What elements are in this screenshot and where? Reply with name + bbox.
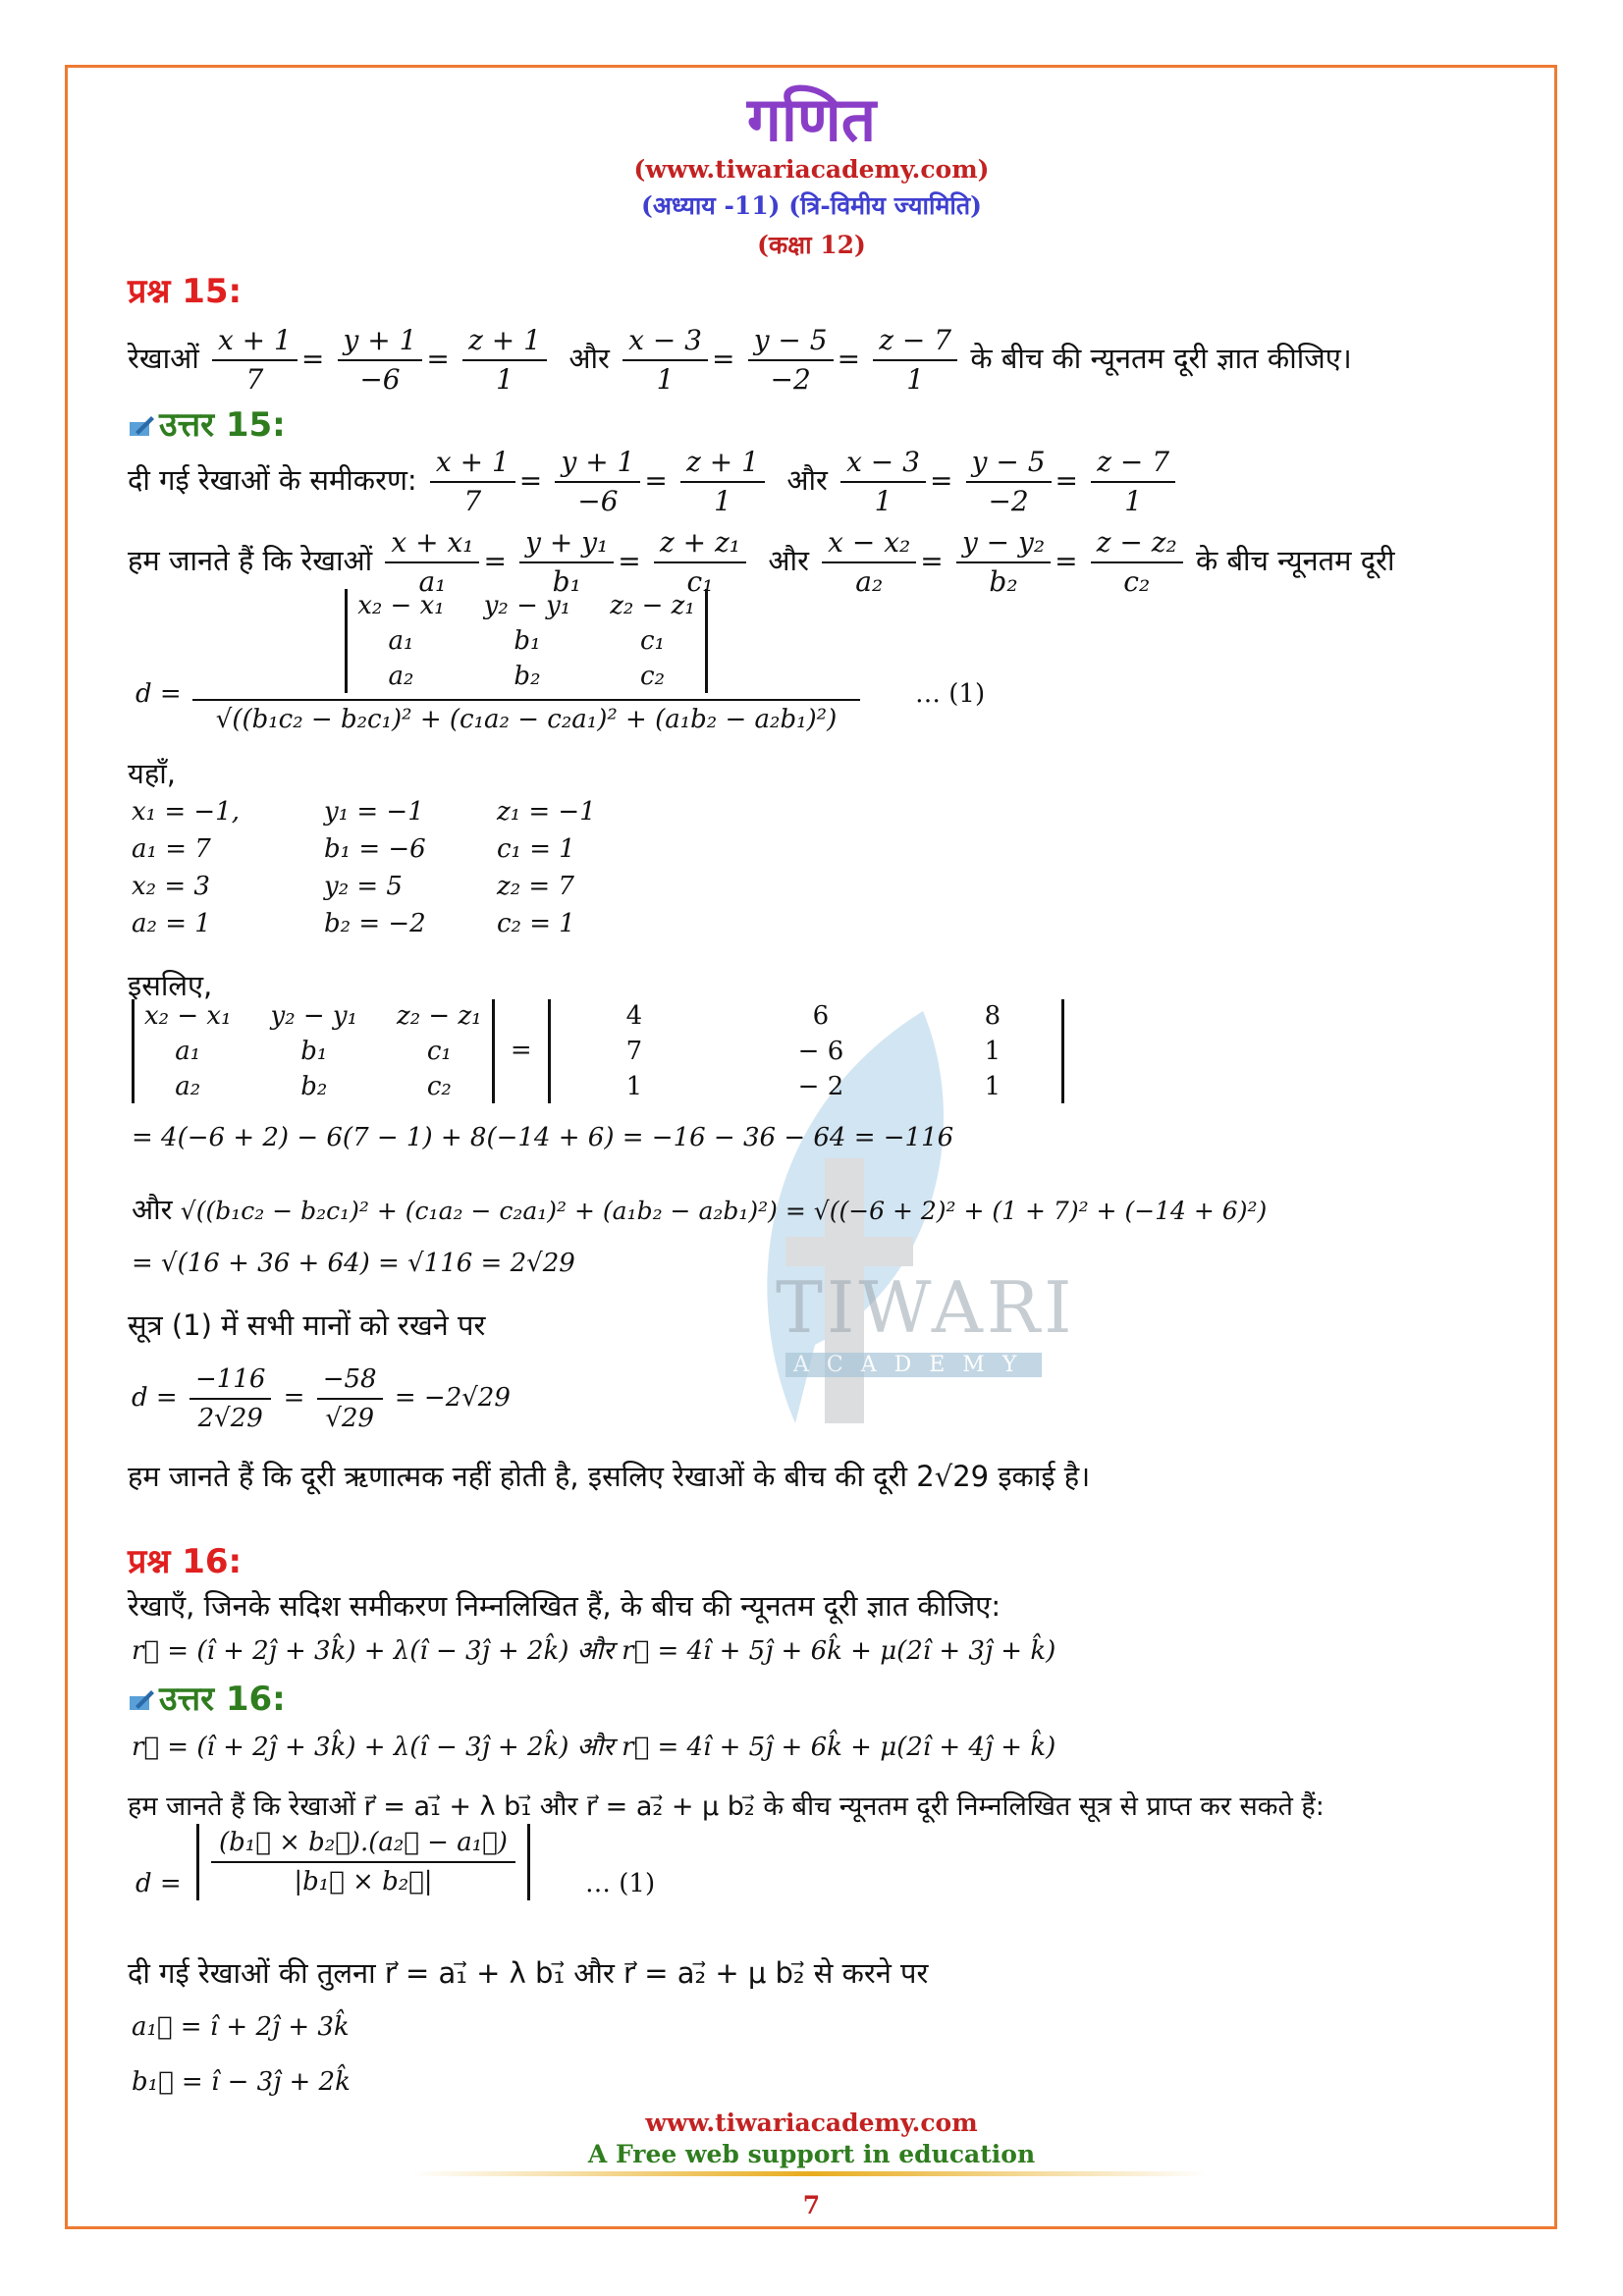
a15-values-table bbox=[132, 797, 654, 938]
q15-fraction-6: $\frac{z - 7}{1}$ bbox=[873, 322, 957, 399]
q15-fraction-3: $\frac{z + 1}{1}$ bbox=[462, 322, 547, 399]
a15-value-cell: a₁ = 7 bbox=[132, 834, 211, 864]
a15-fraction-1: $\frac{x + 1}{7}$ bbox=[430, 444, 515, 520]
watermark-text-bottom: ACADEMY bbox=[785, 1353, 1042, 1377]
a15-value-cell: c₂ = 1 bbox=[497, 909, 575, 938]
book-pen-icon bbox=[128, 414, 155, 440]
a16-equation: r⃗ = (î + 2ĵ + 3k̂) + λ(î − 3ĵ + 2k̂) और r⃗ = 4î + 5ĵ + 6k̂ + μ(2î + 4ĵ + k̂) bbox=[132, 1733, 1056, 1762]
a16-d-label: d = bbox=[135, 1869, 182, 1898]
a16-b1: b₁⃗ = î − 3ĵ + 2k̂ bbox=[132, 2067, 351, 2097]
a15-formula-numerator bbox=[192, 589, 860, 693]
a15-numeric-determinant: 4 6 8 7 − 6 1 1 − 2 1 bbox=[548, 999, 1064, 1103]
q15-suffix: के बीच की न्यूनतम दूरी ज्ञात कीजिए। bbox=[970, 342, 1352, 375]
a15-fraction-6: $\frac{z - 7}{1}$ bbox=[1091, 444, 1175, 520]
q15-fraction-5: $\frac{y - 5}{-2}$ bbox=[748, 322, 834, 399]
a15-d-label: d = bbox=[135, 679, 182, 709]
a15-known-suffix: के बीच न्यूनतम दूरी bbox=[1195, 544, 1395, 577]
a15-final-fraction-1: $\frac{-116}{2√29}$ bbox=[189, 1361, 271, 1437]
a15-value-cell: z₂ = 7 bbox=[497, 872, 574, 901]
a15-value-cell: c₁ = 1 bbox=[497, 834, 575, 864]
header-site[interactable]: (www.tiwariacademy.com) bbox=[633, 155, 990, 184]
a16-a1: a₁⃗ = î + 2ĵ + 3k̂ bbox=[132, 2012, 350, 2042]
a15-formula-bar bbox=[192, 699, 860, 701]
a15-known-prefix: हम जानते हैं कि रेखाओं bbox=[128, 544, 373, 577]
a15-value-cell: x₁ = −1, bbox=[132, 797, 240, 827]
footer-tagline: A Free web support in education bbox=[587, 2140, 1036, 2168]
a15-therefore: इसलिए, bbox=[128, 969, 213, 1002]
a15-general-fraction-6: $\frac{\text{z − z₂}}{\text{c₂}}$ bbox=[1091, 524, 1183, 601]
q15-fraction-2: $\frac{y + 1}{-6}$ bbox=[338, 322, 423, 399]
question-16-equation: r⃗ = (î + 2ĵ + 3k̂) + λ(î − 3ĵ + 2k̂) और r⃗ = 4î + 5ĵ + 6k̂ + μ(2î + 3ĵ + k̂) bbox=[132, 1636, 1056, 1666]
a15-general-fraction-1: $\frac{\text{x + x₁}}{\text{a₁}}$ bbox=[385, 524, 479, 601]
a15-formula-determinant: x₂ − x₁ y₂ − y₁ z₂ − z₁ a₁ b₁ c₁ a₂ b₂ c₂ bbox=[345, 589, 708, 693]
header-chapter bbox=[0, 188, 1623, 222]
question-15-text: रेखाओं $\frac{x + 1}{7}$ = $\frac{y + 1}{-6}$ = $\frac{z + 1}{1}$ और $\frac{x - 3}{1}$ = $\frac{y - 5}{-2}$ = $\frac{z - 7}{1}$ के बीच की न्यूनतम दूरी ज्ञात कीजिए। bbox=[128, 322, 1352, 399]
page-number: 7 bbox=[802, 2191, 821, 2219]
a15-value-cell: x₂ = 3 bbox=[132, 872, 210, 901]
a15-general-fraction-2: $\frac{\text{y + y₁}}{\text{b₁}}$ bbox=[519, 524, 614, 601]
a16-formula bbox=[196, 1824, 530, 1900]
q15-and: और bbox=[568, 342, 610, 375]
a16-formula-denominator: |b₁⃗ × b₂⃗| bbox=[294, 1867, 433, 1896]
a15-given-label: दी गई रेखाओं के समीकरण: bbox=[128, 463, 417, 497]
a15-and: और bbox=[786, 463, 828, 497]
footer-divider bbox=[412, 2171, 1208, 2176]
answer-15-given: दी गई रेखाओं के समीकरण: $\frac{x + 1}{7}$ = $\frac{y + 1}{-6}$ = $\frac{z + 1}{1}$ और $\frac{x - 3}{1}$ = $\frac{y - 5}{-2}$ = $\frac{z - 7}{1}$ bbox=[128, 444, 1179, 520]
a16-compare: दी गई रेखाओं की तुलना r⃗ = a₁⃗ + λ b₁⃗ और r⃗ = a₂⃗ + μ b₂⃗ से करने पर bbox=[128, 1956, 929, 1990]
question-16-heading: प्रश्न 16: bbox=[128, 1542, 243, 1581]
a15-value-cell: y₁ = −1 bbox=[324, 797, 424, 827]
chapter-name: (त्रि-विमीय ज्यामिति) bbox=[788, 191, 982, 220]
a15-eq-ref: … (1) bbox=[915, 679, 986, 709]
q15-fraction-4: $\frac{x - 3}{1}$ bbox=[622, 322, 708, 399]
a15-expansion: = 4(−6 + 2) − 6(7 − 1) + 8(−14 + 6) = −16 − 36 − 64 = −116 bbox=[132, 1123, 954, 1152]
a15-value-cell: y₂ = 5 bbox=[324, 872, 403, 901]
watermark-text-top: TIWARI bbox=[776, 1266, 1076, 1349]
a16-known: हम जानते हैं कि रेखाओं r⃗ = a₁⃗ + λ b₁⃗ और r⃗ = a₂⃗ + μ b₂⃗ के बीच न्यूनतम दूरी निम्नलिखित सूत्र से प्राप्त कर सकते हैं: bbox=[128, 1791, 1325, 1822]
a15-and-2: और bbox=[768, 544, 809, 577]
a15-sqrt-result: = √(16 + 36 + 64) = √116 = 2√29 bbox=[132, 1249, 575, 1278]
a15-sqrt-line: और √((b₁c₂ − b₂c₁)² + (c₁a₂ − c₂a₁)² + (a₁b₂ − a₂b₁)²) = √((−6 + 2)² + (1 + 7)² + (−14 + 6)²) bbox=[132, 1193, 1268, 1226]
q15-prefix: रेखाओं bbox=[128, 342, 199, 375]
answer-15-heading: उत्तर 15: bbox=[128, 400, 286, 446]
a15-value-cell: b₁ = −6 bbox=[324, 834, 426, 864]
a15-determinant-equation: x₂ − x₁ y₂ − y₁ z₂ − z₁ a₁ b₁ c₁ a₂ b₂ c₂ = 4 6 8 7 − 6 1 1 − 2 1 bbox=[132, 999, 1064, 1103]
a15-symbolic-determinant: x₂ − x₁ y₂ − y₁ z₂ − z₁ a₁ b₁ c₁ a₂ b₂ c₂ bbox=[132, 999, 495, 1103]
a15-formula-denominator: √((b₁c₂ − b₂c₁)² + (c₁a₂ − c₂a₁)² + (a₁b₂ − a₂b₁)²) bbox=[215, 705, 838, 734]
q15-fraction-1: $\frac{x + 1}{7}$ bbox=[212, 322, 298, 399]
a15-here: यहाँ, bbox=[128, 757, 176, 790]
a15-substitute: सूत्र (1) में सभी मानों को रखने पर bbox=[128, 1308, 486, 1342]
a15-value-cell: b₂ = −2 bbox=[324, 909, 426, 938]
answer-16-heading: उत्तर 16: bbox=[128, 1675, 286, 1720]
a16-formula-numerator: (b₁⃗ × b₂⃗).(a₂⃗ − a₁⃗) bbox=[211, 1824, 515, 1863]
a15-fraction-2: $\frac{y + 1}{-6}$ bbox=[555, 444, 640, 520]
question-15-heading: प्रश्न 15: bbox=[128, 272, 243, 311]
page-title: गणित bbox=[746, 83, 877, 155]
question-16-text: रेखाएँ, जिनके सदिश समीकरण निम्नलिखित हैं, के बीच की न्यूनतम दूरी ज्ञात कीजिए: bbox=[128, 1589, 1001, 1623]
a15-fraction-3: $\frac{z + 1}{1}$ bbox=[680, 444, 765, 520]
header-class: (कक्षा 12) bbox=[757, 231, 866, 259]
a15-conclusion: हम जानते हैं कि दूरी ऋणात्मक नहीं होती है, इसलिए रेखाओं के बीच की दूरी 2√29 इकाई है। bbox=[128, 1460, 1091, 1493]
a16-eq-ref: … (1) bbox=[585, 1869, 656, 1898]
footer-site[interactable]: www.tiwariacademy.com bbox=[645, 2109, 978, 2137]
book-pen-icon bbox=[128, 1688, 155, 1714]
a15-general-fraction-3: $\frac{\text{z + z₁}}{\text{c₁}}$ bbox=[654, 524, 746, 601]
a15-fraction-5: $\frac{y - 5}{-2}$ bbox=[966, 444, 1052, 520]
answer-15-known: हम जानते हैं कि रेखाओं $\frac{\text{x + x₁}}{\text{a₁}}$ = $\frac{\text{y + y₁}}{\text{b₁}}$ = $\frac{\text{z + z₁}}{\text{c₁}}$ और $\frac{\text{x − x₂}}{\text{a₂}}$ = $\frac{\text{y − y₂}}{\text{b₂}}$ = $\frac{\text{z − z₂}}{\text{c₂}}$ के बीच न्यूनतम दूरी bbox=[128, 524, 1395, 601]
chapter-number: (अध्याय -11) bbox=[641, 191, 781, 220]
a15-value-cell: a₂ = 1 bbox=[132, 909, 211, 938]
a15-value-cell: z₁ = −1 bbox=[497, 797, 596, 827]
a15-final-fraction-2: $\frac{-58}{√29}$ bbox=[317, 1361, 383, 1437]
a15-fraction-4: $\frac{x - 3}{1}$ bbox=[840, 444, 926, 520]
a15-final-distance: d = $\frac{-116}{2√29}$ = $\frac{-58}{√29}$ = −2√29 bbox=[132, 1361, 511, 1437]
a15-general-fraction-5: $\frac{\text{y − y₂}}{\text{b₂}}$ bbox=[956, 524, 1051, 601]
a15-general-fraction-4: $\frac{\text{x − x₂}}{\text{a₂}}$ bbox=[822, 524, 916, 601]
